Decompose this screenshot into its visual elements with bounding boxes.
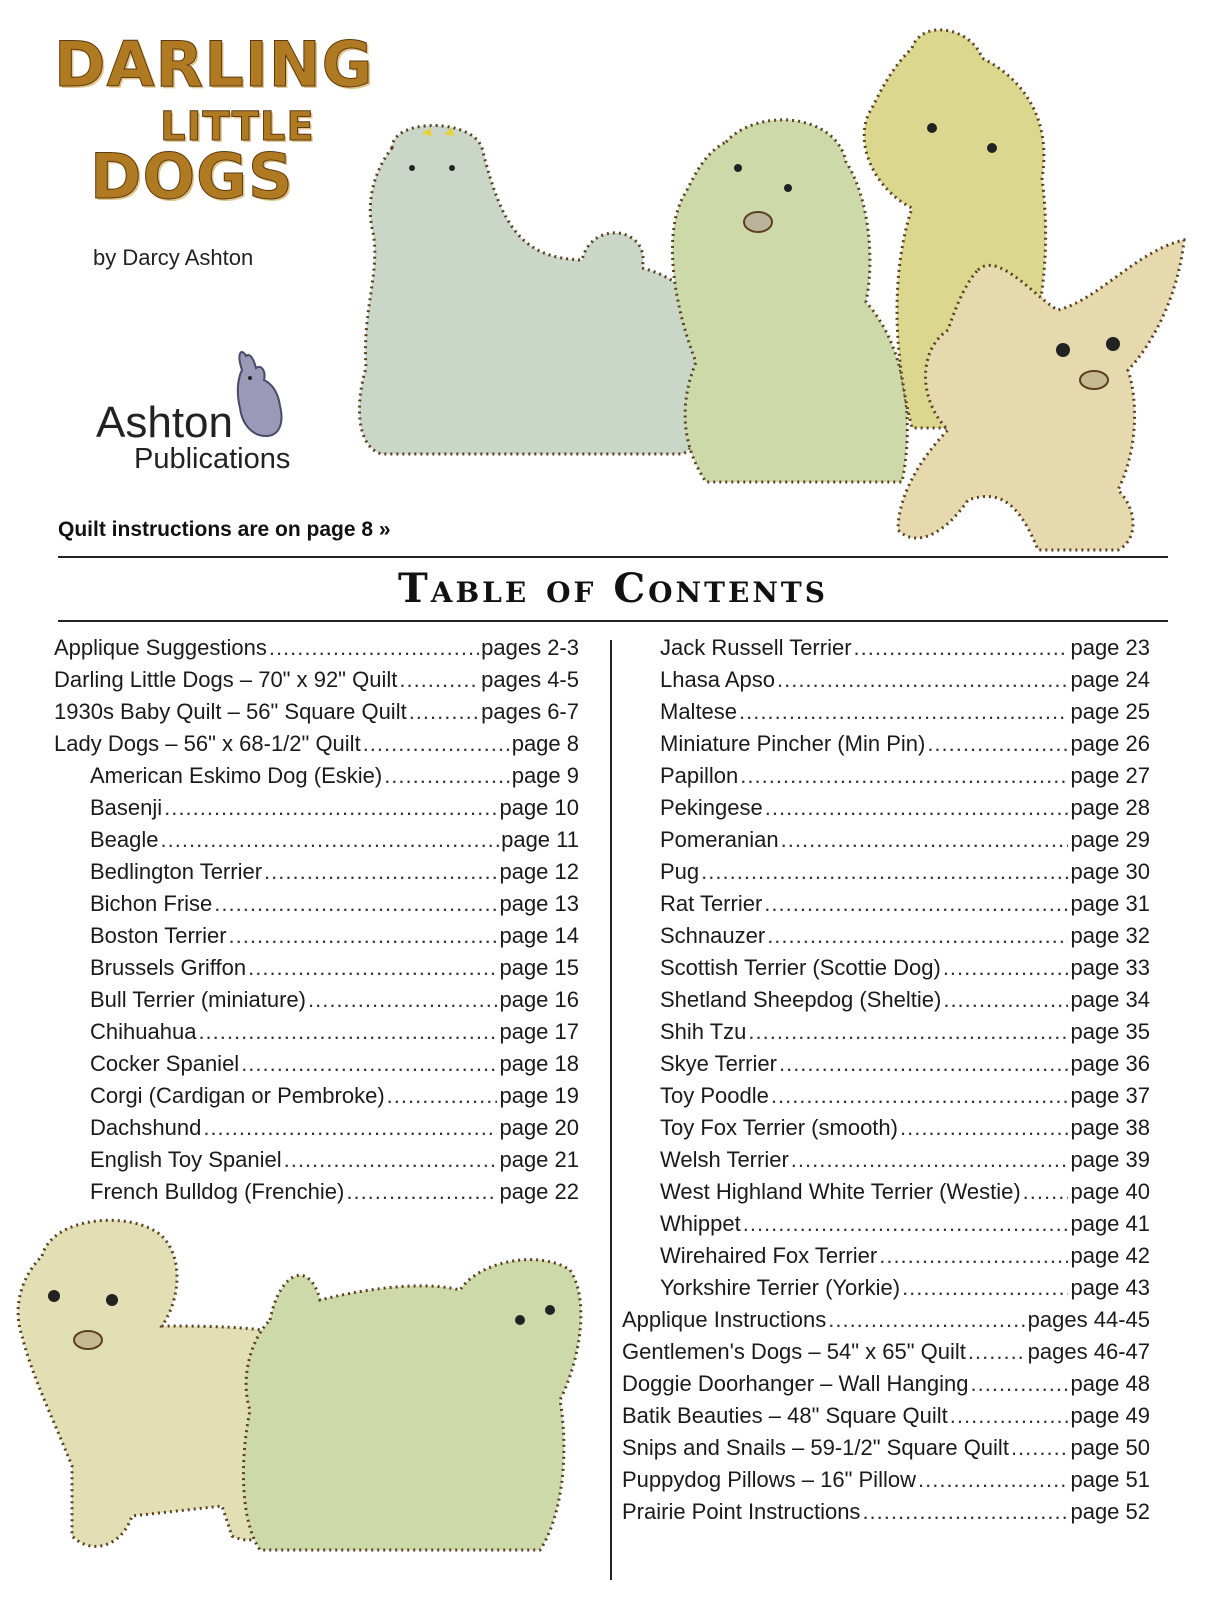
toc-entry[interactable]: Skye Terrier ..... page 36 bbox=[660, 1049, 1150, 1079]
toc-entry[interactable]: Dachshund ..... page 20 bbox=[90, 1113, 579, 1143]
toc-entry[interactable]: Jack Russell Terrier ..... page 23 bbox=[660, 633, 1150, 663]
toc-entry[interactable]: Applique Suggestions ..... pages 2-3 bbox=[54, 633, 579, 663]
toc-entry[interactable]: English Toy Spaniel ..... page 21 bbox=[90, 1145, 579, 1175]
publisher-name: Ashton bbox=[96, 398, 233, 447]
toc-entry[interactable]: Welsh Terrier ..... page 39 bbox=[660, 1145, 1150, 1175]
toc-entry[interactable]: Pekingese ..... page 28 bbox=[660, 793, 1150, 823]
toc-entry[interactable]: Schnauzer ..... page 32 bbox=[660, 921, 1150, 951]
toc-entry[interactable]: Basenji ..... page 10 bbox=[90, 793, 579, 823]
column-divider bbox=[610, 640, 612, 1580]
toc-entry[interactable]: Shih Tzu ..... page 35 bbox=[660, 1017, 1150, 1047]
toc-entry[interactable]: Toy Fox Terrier (smooth) ..... page 38 bbox=[660, 1113, 1150, 1143]
toc-entry[interactable]: Doggie Doorhanger – Wall Hanging ..... page 48 bbox=[622, 1369, 1150, 1399]
toc-entry[interactable]: Batik Beauties – 48" Square Quilt ..... page 49 bbox=[622, 1401, 1150, 1431]
toc-entry[interactable]: Yorkshire Terrier (Yorkie) ..... page 43 bbox=[660, 1273, 1150, 1303]
toc-entry[interactable]: American Eskimo Dog (Eskie) ..... page 9 bbox=[90, 761, 579, 791]
toc-entry[interactable]: Shetland Sheepdog (Sheltie) ..... page 34 bbox=[660, 985, 1150, 1015]
toc-entry[interactable]: Beagle ..... page 11 bbox=[90, 825, 579, 855]
toc-entry[interactable]: Darling Little Dogs – 70" x 92" Quilt ..... pages 4-5 bbox=[54, 665, 579, 695]
toc-entry[interactable]: Bull Terrier (miniature) ..... page 16 bbox=[90, 985, 579, 1015]
toc-entry[interactable]: Lady Dogs – 56" x 68-1/2" Quilt ..... page 8 bbox=[54, 729, 579, 759]
toc-entry[interactable]: Whippet ..... page 41 bbox=[660, 1209, 1150, 1239]
quilt-instructions-note: Quilt instructions are on page 8 » bbox=[58, 518, 391, 541]
book-title-line-1: DARLING bbox=[54, 28, 374, 101]
toc-entry[interactable]: Maltese ..... page 25 bbox=[660, 697, 1150, 727]
toc-entry[interactable]: Bedlington Terrier ..... page 12 bbox=[90, 857, 579, 887]
shih-tzu-illustration bbox=[240, 1240, 590, 1560]
publisher-subname: Publications bbox=[134, 443, 291, 475]
toc-entry[interactable]: Prairie Point Instructions ..... page 52 bbox=[622, 1497, 1150, 1527]
toc-entry[interactable]: 1930s Baby Quilt – 56" Square Quilt ..... pages 6-7 bbox=[54, 697, 579, 727]
toc-entry[interactable]: Rat Terrier ..... page 31 bbox=[660, 889, 1150, 919]
heading-rule-top bbox=[58, 556, 1168, 558]
toc-entry[interactable]: Applique Instructions ..... pages 44-45 bbox=[622, 1305, 1150, 1335]
toc-entry[interactable]: Pug ..... page 30 bbox=[660, 857, 1150, 887]
toc-entry[interactable]: Wirehaired Fox Terrier ..... page 42 bbox=[660, 1241, 1150, 1271]
toc-entry[interactable]: Pomeranian ..... page 29 bbox=[660, 825, 1150, 855]
author-byline: by Darcy Ashton bbox=[93, 245, 254, 270]
toc-entry[interactable]: Toy Poodle ..... page 37 bbox=[660, 1081, 1150, 1111]
toc-entry[interactable]: Gentlemen's Dogs – 54" x 65" Quilt ..... pages 46-47 bbox=[622, 1337, 1150, 1367]
toc-entry[interactable]: Boston Terrier ..... page 14 bbox=[90, 921, 579, 951]
rabbit-logo-icon bbox=[232, 348, 288, 440]
toc-entry[interactable]: Lhasa Apso ..... page 24 bbox=[660, 665, 1150, 695]
toc-entry[interactable]: Corgi (Cardigan or Pembroke) ..... page 19 bbox=[90, 1081, 579, 1111]
toc-entry[interactable]: Scottish Terrier (Scottie Dog) ..... page 33 bbox=[660, 953, 1150, 983]
toc-entry[interactable]: Puppydog Pillows – 16" Pillow ..... page 51 bbox=[622, 1465, 1150, 1495]
toc-entry[interactable]: West Highland White Terrier (Westie) ..... page 40 bbox=[660, 1177, 1150, 1207]
toc-entry[interactable]: Cocker Spaniel ..... page 18 bbox=[90, 1049, 579, 1079]
toc-entry[interactable]: French Bulldog (Frenchie) ..... page 22 bbox=[90, 1177, 579, 1207]
book-title-line-2: LITTLE bbox=[160, 104, 315, 150]
toc-heading: Table of Contents bbox=[398, 565, 828, 612]
book-title-line-3: DOGS bbox=[90, 140, 294, 213]
chihuahua-illustration bbox=[838, 240, 1198, 554]
toc-entry[interactable]: Brussels Griffon ..... page 15 bbox=[90, 953, 579, 983]
toc-entry[interactable]: Chihuahua ..... page 17 bbox=[90, 1017, 579, 1047]
toc-entry[interactable]: Snips and Snails – 59-1/2" Square Quilt ..... page 50 bbox=[622, 1433, 1150, 1463]
toc-entry[interactable]: Miniature Pincher (Min Pin) ..... page 26 bbox=[660, 729, 1150, 759]
toc-entry[interactable]: Papillon ..... page 27 bbox=[660, 761, 1150, 791]
toc-entry[interactable]: Bichon Frise ..... page 13 bbox=[90, 889, 579, 919]
heading-rule-bottom bbox=[58, 620, 1168, 622]
